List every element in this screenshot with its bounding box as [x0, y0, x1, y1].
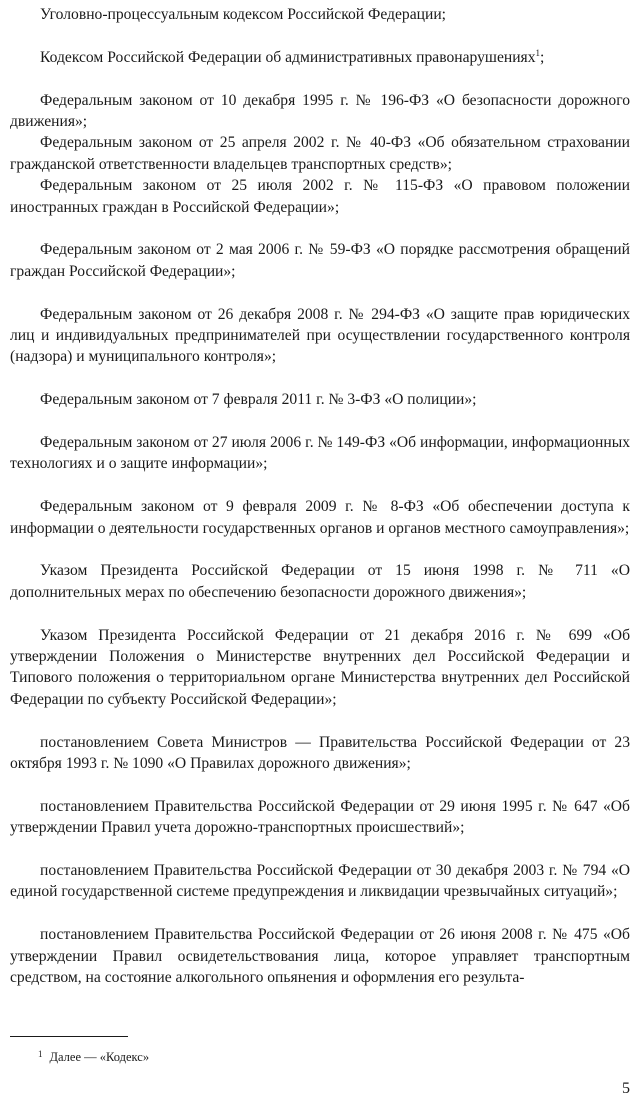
paragraph: Федеральным законом от 25 июля 2002 г. № 115-ФЗ «О правовом положении иностранных граждан в Российской Федерации»; [10, 177, 630, 216]
footnote-reference[interactable]: 1 [535, 47, 541, 58]
paragraph: Федеральным законом от 25 апреля 2002 г. № 40-ФЗ «Об обязательном страховании гражданской ответственности владельцев транспортных средств»; [10, 134, 630, 173]
paragraph: Федеральным законом от 27 июля 2006 г. № 149-ФЗ «Об информации, информационных технологиях и о защите информации»; [10, 434, 630, 473]
document-body [10, 4, 630, 988]
paragraph: Федеральным законом от 10 декабря 1995 г. № 196-ФЗ «О безопасности дорожного движения»; [10, 91, 630, 130]
paragraph: постановлением Совета Министров — Правительства Российской Федерации от 23 октября 1993 г. № 1090 «О Правилах дорожного движения»; [10, 733, 630, 773]
footnote-divider [10, 1036, 128, 1037]
paragraph: Федеральным законом от 9 февраля 2009 г. № 8-ФЗ «Об обеспечении доступа к информации о деятельности государственных органов и органов местного самоуправления»; [10, 498, 630, 537]
paragraph: Указом Президента Российской Федерации от 21 декабря 2016 г. № 699 «Об утверждении Положения о Министерстве внутренних дел Российской Федерации и Типового положения о территориальном органе Министерства внутренних дел Российской Федерации по субъекту Российской Федерации»; [10, 626, 630, 708]
paragraph: Кодексом Российской Федерации об административных правонарушениях$^1$; [40, 47, 545, 66]
paragraph: Федеральным законом от 2 мая 2006 г. № 59-ФЗ «О порядке рассмотрения обращений граждан Российской Федерации»; [10, 241, 630, 280]
footnote [38, 1046, 149, 1065]
footnote-mark: 1 [38, 1049, 43, 1059]
paragraph: постановлением Правительства Российской Федерации от 29 июня 1995 г. № 647 «Об утверждении Правил учета дорожно-транспортных происшествий»; [10, 797, 630, 837]
page-number: 5 [622, 1080, 630, 1097]
paragraph: постановлением Правительства Российской Федерации от 26 июня 2008 г. № 475 «Об утверждении Правил освидетельствования лица, которое управляет транспортным средством, на состояние алкогольного опьянения и оформления его результа- [10, 926, 630, 987]
paragraph: Указом Президента Российской Федерации от 15 июня 1998 г. № 711 «О дополнительных мерах по обеспечению безопасности дорожного движения»; [10, 562, 630, 601]
footnote-text: Далее — «Кодекс» [49, 1050, 150, 1064]
paragraph: Уголовно-процессуальным кодексом Российской Федерации; [40, 6, 446, 23]
paragraph: Федеральным законом от 26 декабря 2008 г. № 294-ФЗ «О защите прав юридических лиц и индивидуальных предпринимателей при осуществлении государственного контроля (надзора) и муниципального контроля»; [10, 305, 630, 366]
paragraph: постановлением Правительства Российской Федерации от 30 декабря 2003 г. № 794 «О единой государственной системе предупреждения и ликвидации чрезвычайных ситуаций»; [10, 862, 630, 901]
paragraph: Федеральным законом от 7 февраля 2011 г. № 3-ФЗ «О полиции»; [40, 391, 477, 409]
